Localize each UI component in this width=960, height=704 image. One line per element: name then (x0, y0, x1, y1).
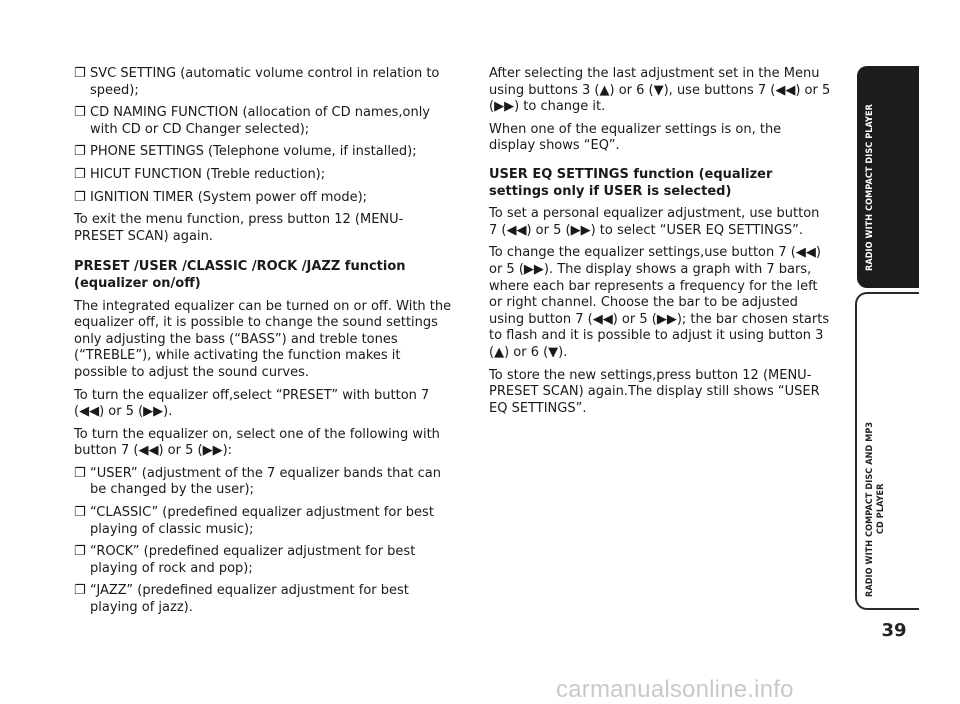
bullet-phone-settings: ❐ PHONE SETTINGS (Telephone volume, if installed); (74, 144, 417, 160)
bullet-svc-setting: ❐ SVC SETTING (automatic volume control in relation to speed); (74, 66, 440, 98)
checkbox-bullet-icon: ❐ (74, 144, 86, 160)
paragraph-user-eq-store: To store the new settings,press button 12 (MENU-PRESET SCAN) again.The display still shows “USER EQ SETTINGS”. (489, 367, 820, 416)
left-column (74, 66, 452, 623)
paragraph-exit-menu: To exit the menu function, press button 12 (MENU-PRESET SCAN) again. (74, 212, 404, 244)
paragraph-equalizer-on: To turn the equalizer on, select one of the following with button 7 (◀◀) or 5 (▶▶): (74, 426, 440, 459)
checkbox-bullet-icon: ❐ (74, 465, 86, 481)
right-column (489, 66, 831, 423)
paragraph-equalizer-intro: The integrated equalizer can be turned on or off. With the equalizer off, it is possible to change the sound settings only adjusting the bass (“BASS”) and treble tones (“TREBLE”), while activating the function makes it possible to adjust the sound curves. (74, 298, 452, 380)
page-number: 39 (881, 620, 907, 641)
paragraph-equalizer-off: To turn the equalizer off,select “PRESET” with button 7 (◀◀) or 5 (▶▶). (74, 387, 430, 420)
checkbox-bullet-icon: ❐ (74, 544, 86, 560)
bullet-user: ❐ “USER” (adjustment of the 7 equalizer bands that can be changed by the user); (74, 465, 441, 498)
checkbox-bullet-icon: ❐ (74, 166, 86, 182)
paragraph-menu-adjust: After selecting the last adjustment set in the Menu using buttons 3 (▲) or 6 (▼), use buttons 7 (◀◀) or 5 (▶▶) to change it. (489, 66, 831, 115)
paragraph-user-eq-change: To change the equalizer settings,use button 7 (◀◀) or 5 (▶▶). The display shows a graph with 7 bars, where each bar represents a frequency for the left or right channel. Choose the bar to be adjusted using button 7 (◀◀) or 5 (▶▶); the bar chosen starts to flash and it is possible to adjust it using button 3 (▲) or 6 (▼). (489, 245, 830, 360)
section-tab-active-label: RADIO WITH COMPACT DISC PLAYER (865, 104, 875, 272)
heading-user-eq: USER EQ SETTINGS function (equalizer settings only if USER is selected) (489, 166, 773, 199)
bullet-rock: ❐ “ROCK” (predefined equalizer adjustment for best playing of rock and pop); (74, 544, 416, 576)
checkbox-bullet-icon: ❐ (74, 505, 86, 521)
paragraph-user-eq-select: To set a personal equalizer adjustment, use button 7 (◀◀) or 5 (▶▶) to select “USER EQ SETTINGS”. (489, 206, 820, 238)
section-tab-inactive-label: RADIO WITH COMPACT DISC AND MP3 CD PLAYER (865, 421, 886, 597)
bullet-ignition-timer: ❐ IGNITION TIMER (System power off mode); (74, 189, 368, 205)
bullet-classic: ❐ “CLASSIC” (predefined equalizer adjustment for best playing of classic music); (74, 505, 434, 537)
bullet-jazz: ❐ “JAZZ” (predefined equalizer adjustment for best playing of jazz). (74, 583, 409, 616)
checkbox-bullet-icon: ❐ (74, 583, 86, 599)
checkbox-bullet-icon: ❐ (74, 66, 86, 81)
paragraph-eq-display: When one of the equalizer settings is on, the display shows “EQ”. (489, 121, 782, 154)
heading-equalizer: PRESET /USER /CLASSIC /ROCK /JAZZ function (equalizer on/off) (74, 259, 406, 291)
checkbox-bullet-icon: ❐ (74, 105, 86, 121)
watermark: carmanualsonline.info (556, 676, 794, 703)
checkbox-bullet-icon: ❐ (74, 189, 86, 205)
bullet-cd-naming: ❐ CD NAMING FUNCTION (allocation of CD names,only with CD or CD Changer selected); (74, 105, 430, 137)
bullet-hicut: ❐ HICUT FUNCTION (Treble reduction); (74, 166, 326, 182)
